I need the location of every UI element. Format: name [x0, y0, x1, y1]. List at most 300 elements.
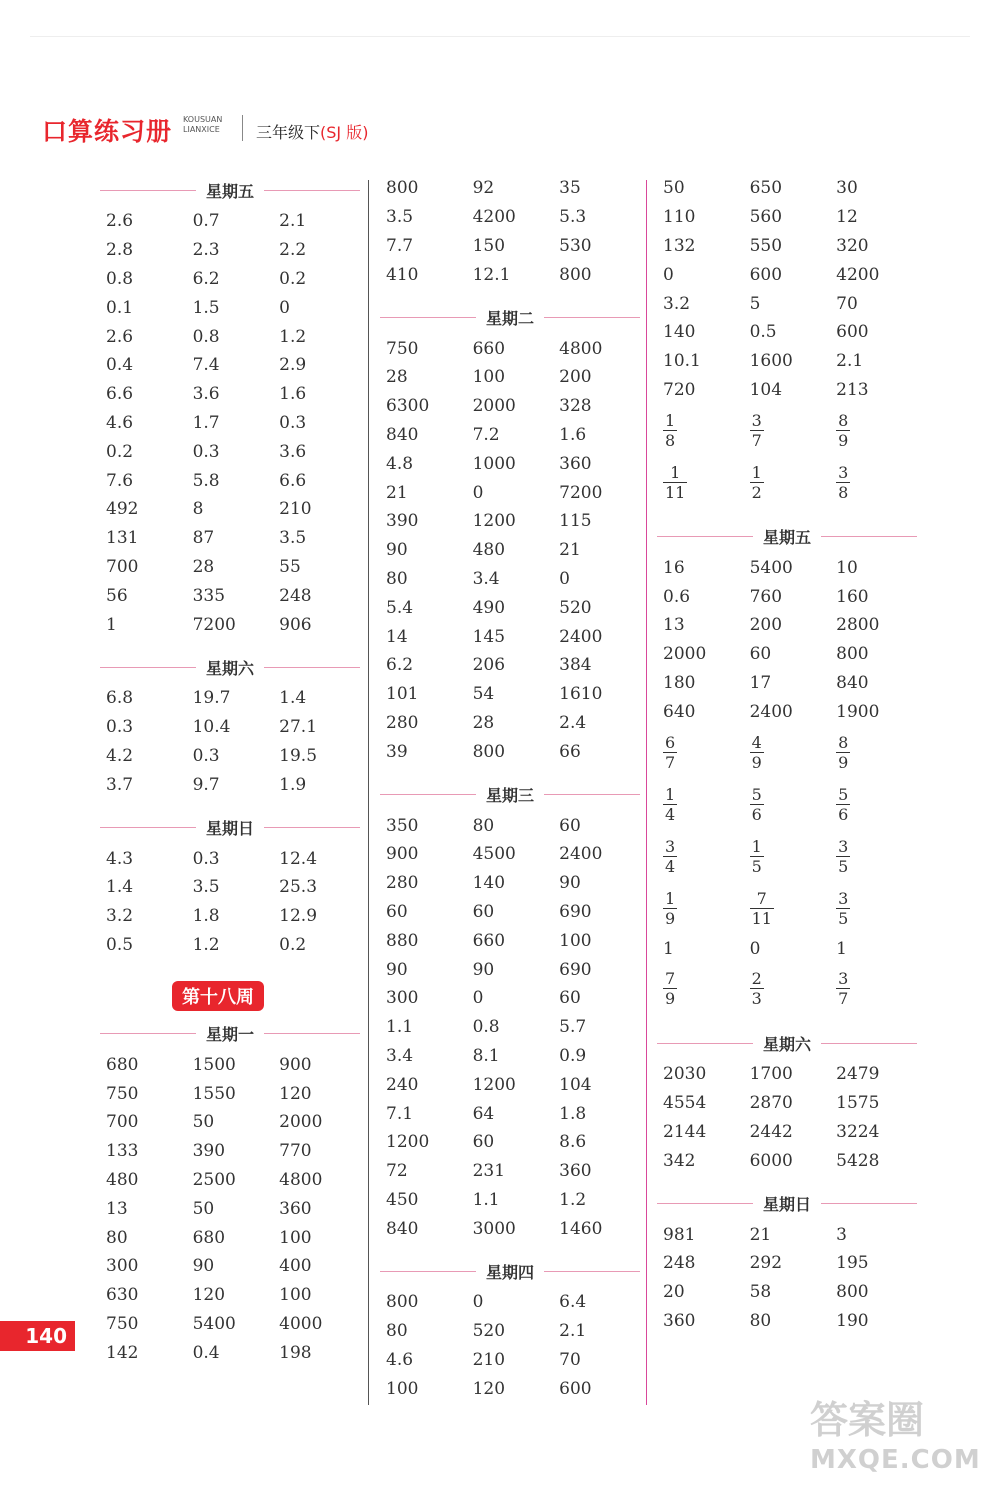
answer-cell	[830, 733, 917, 772]
day-section	[100, 651, 360, 799]
answer-row	[100, 1281, 360, 1310]
answer-cell: 900	[279, 1054, 312, 1075]
answer-cell: 0	[663, 264, 674, 285]
answer-row	[100, 742, 360, 771]
header-rule-left	[657, 1203, 753, 1204]
answer-cell: 90	[386, 540, 408, 561]
answer-cell: 100	[279, 1227, 312, 1248]
answer-cell: 100	[386, 1378, 419, 1399]
answer-cell: 4554	[663, 1093, 707, 1114]
answer-cell: 12.1	[472, 264, 511, 285]
answer-cell: 80	[386, 1321, 408, 1342]
answer-row	[100, 322, 360, 351]
answer-row	[657, 963, 917, 1015]
answer-row	[380, 737, 640, 766]
answer-row	[657, 611, 917, 640]
answer-cell: 100	[472, 367, 506, 388]
answer-cell: 3.4	[472, 568, 500, 589]
answer-cell: 0.4	[192, 1342, 220, 1363]
header-rule-right	[821, 1203, 917, 1204]
answer-cell	[830, 969, 917, 1008]
answer-row	[380, 709, 640, 738]
answer-row	[100, 236, 360, 265]
fraction	[836, 889, 850, 928]
answer-cell: 0.9	[559, 1045, 587, 1066]
answer-row	[100, 437, 360, 466]
answer-cell: 6.8	[106, 688, 134, 709]
fraction-denominator: 8	[838, 482, 849, 502]
answer-row	[100, 931, 360, 960]
answer-cell: 8.6	[559, 1132, 587, 1153]
answer-cell: 360	[559, 1161, 592, 1182]
answer-column-1	[100, 174, 360, 1367]
answer-cell	[830, 837, 917, 876]
answer-row	[100, 380, 360, 409]
answer-cell: 800	[386, 178, 419, 199]
answer-cell: 80	[106, 1227, 128, 1248]
answer-cell: 410	[386, 264, 419, 285]
answer-cell: 360	[663, 1310, 696, 1331]
answer-cell	[744, 889, 831, 928]
answer-cell: 1.2	[559, 1189, 587, 1210]
header-rule-left	[380, 794, 476, 795]
answer-cell: 760	[749, 586, 783, 607]
answer-cell: 3224	[836, 1121, 880, 1142]
answer-cell: 19.7	[192, 688, 231, 709]
day-section	[100, 811, 360, 959]
answer-cell: 39	[386, 741, 408, 762]
answer-cell: 0	[472, 988, 484, 1009]
watermark-url: MXQE.COM	[810, 1445, 981, 1475]
answer-row	[380, 1288, 640, 1317]
day-section	[657, 1027, 917, 1175]
answer-row	[100, 1310, 360, 1339]
answer-cell: 490	[472, 597, 506, 618]
fraction-denominator: 5	[751, 856, 762, 876]
answer-row	[100, 770, 360, 799]
answer-cell: 5428	[836, 1150, 880, 1171]
day-section	[657, 520, 917, 1015]
answer-row	[100, 1050, 360, 1079]
answer-row	[100, 265, 360, 294]
answer-cell: 840	[836, 672, 869, 693]
answer-cell: 7.4	[192, 355, 220, 376]
answer-cell	[657, 785, 744, 824]
answer-row	[100, 293, 360, 322]
answer-cell: 0.2	[106, 441, 134, 462]
day-title: 星期六	[206, 658, 255, 678]
answer-cell: 132	[663, 235, 696, 256]
answer-row	[657, 934, 917, 963]
fraction-denominator: 5	[838, 856, 849, 876]
answer-cell: 530	[559, 235, 592, 256]
answer-cell: 248	[279, 585, 312, 606]
section-gap	[380, 766, 640, 778]
answer-row	[380, 478, 640, 507]
answer-cell: 3.6	[192, 384, 220, 405]
answer-cell: 650	[749, 178, 783, 199]
answer-cell: 28	[386, 367, 408, 388]
fraction	[836, 837, 850, 876]
answer-cell: 2.4	[559, 712, 587, 733]
answer-row	[657, 318, 917, 347]
answer-cell: 140	[663, 322, 696, 343]
answer-row	[380, 565, 640, 594]
answer-row	[380, 174, 640, 203]
answer-cell: 16	[663, 557, 685, 578]
answer-row	[380, 840, 640, 869]
answer-cell: 2.3	[192, 240, 220, 261]
answer-row	[380, 449, 640, 478]
answer-cell: 92	[472, 178, 495, 199]
header-rule-right	[264, 667, 360, 668]
book-title: 口算练习册	[42, 117, 173, 146]
answer-cell: 7.6	[106, 470, 134, 491]
answer-row	[657, 582, 917, 611]
answer-row	[380, 1128, 640, 1157]
answer-row	[657, 1146, 917, 1175]
fraction	[836, 463, 850, 502]
answer-cell: 1550	[192, 1083, 236, 1104]
day-header	[657, 520, 917, 553]
fraction-numerator: 3	[665, 836, 676, 856]
answer-row	[380, 811, 640, 840]
fraction-numerator: 2	[751, 969, 762, 989]
answer-row	[380, 869, 640, 898]
header-rule-left	[100, 1033, 196, 1034]
answer-cell: 450	[386, 1189, 419, 1210]
fraction	[750, 411, 764, 450]
day-section	[100, 1017, 360, 1367]
answer-cell: 28	[192, 556, 215, 577]
answer-cell: 292	[749, 1253, 783, 1274]
fraction-denominator: 9	[665, 989, 676, 1009]
answer-cell: 10	[836, 557, 858, 578]
answer-cell: 3.5	[279, 528, 307, 549]
answer-cell: 140	[472, 873, 506, 894]
answer-cell: 0	[749, 938, 761, 959]
answer-cell: 630	[106, 1285, 139, 1306]
answer-cell	[744, 837, 831, 876]
answer-cell: 55	[279, 556, 301, 577]
answer-cell: 60	[559, 815, 581, 836]
header-rule-right	[544, 794, 640, 795]
answer-row	[380, 1042, 640, 1071]
answer-cell: 1460	[559, 1218, 603, 1239]
answer-cell	[657, 889, 744, 928]
answer-cell: 1900	[836, 701, 880, 722]
section-gap	[380, 1243, 640, 1255]
watermark-text: 答案圈	[810, 1398, 925, 1442]
answer-cell: 58	[749, 1282, 772, 1303]
answer-cell: 0	[472, 482, 484, 503]
fraction	[663, 733, 677, 772]
answer-row	[657, 640, 917, 669]
fraction-denominator: 8	[665, 430, 676, 450]
answer-row	[100, 713, 360, 742]
answer-cell: 660	[472, 338, 506, 359]
fraction	[663, 411, 677, 450]
answer-cell: 160	[836, 586, 869, 607]
fraction	[750, 463, 764, 502]
fraction-denominator: 11	[751, 908, 772, 928]
answer-row	[380, 1317, 640, 1346]
answer-cell: 5400	[749, 557, 793, 578]
answer-column-2	[380, 174, 640, 1403]
answer-cell: 50	[192, 1112, 215, 1133]
answer-cell: 800	[836, 644, 869, 665]
header-rule-left	[657, 536, 753, 537]
fraction-numerator: 5	[751, 784, 762, 804]
fraction-numerator: 1	[751, 462, 762, 482]
fraction-numerator: 3	[838, 462, 849, 482]
answer-cell: 66	[559, 741, 581, 762]
answer-row	[100, 684, 360, 713]
fraction-denominator: 4	[665, 804, 676, 824]
answer-row	[100, 409, 360, 438]
answer-cell: 27.1	[279, 717, 318, 738]
header-rule-right	[264, 1033, 360, 1034]
header-rule-left	[100, 190, 196, 191]
fraction-numerator: 3	[751, 410, 762, 430]
fraction	[836, 785, 850, 824]
answer-cell: 70	[559, 1350, 581, 1371]
answer-cell: 1.4	[106, 877, 134, 898]
day-title: 星期日	[206, 819, 255, 839]
answer-cell: 2.1	[836, 351, 864, 372]
answer-cell: 210	[472, 1350, 506, 1371]
answer-cell: 200	[559, 367, 592, 388]
day-title: 星期六	[763, 1034, 812, 1054]
answer-row	[657, 726, 917, 778]
answer-cell: 131	[106, 528, 139, 549]
pinyin-bottom: LIANXICE	[183, 125, 220, 134]
answer-cell: 25.3	[279, 877, 318, 898]
answer-row	[380, 1099, 640, 1128]
answer-cell: 2400	[559, 626, 603, 647]
answer-cell: 240	[386, 1074, 419, 1095]
section-gap	[100, 639, 360, 651]
answer-cell: 0	[279, 297, 290, 318]
answer-cell: 12.9	[279, 906, 318, 927]
answer-cell: 14	[386, 626, 408, 647]
answer-cell: 0.7	[192, 211, 220, 232]
answer-cell: 0.2	[279, 934, 307, 955]
answer-cell: 400	[279, 1256, 312, 1277]
answer-cell: 800	[386, 1292, 419, 1313]
answer-cell	[830, 411, 917, 450]
answer-cell: 145	[472, 626, 506, 647]
answer-cell: 0.8	[192, 326, 220, 347]
fraction-denominator: 11	[665, 482, 686, 502]
answer-cell: 213	[836, 379, 869, 400]
answer-cell: 195	[836, 1253, 869, 1274]
answer-row	[380, 593, 640, 622]
pinyin-top: KOUSUAN	[183, 115, 223, 124]
answer-cell: 4800	[559, 338, 603, 359]
answer-cell: 2000	[279, 1112, 323, 1133]
answer-cell: 60	[559, 988, 581, 1009]
answer-cell: 180	[663, 672, 696, 693]
answer-cell: 7.1	[386, 1103, 414, 1124]
answer-cell: 4.8	[386, 453, 414, 474]
week-badge: 第十八周	[172, 981, 264, 1011]
answer-cell: 13	[663, 615, 685, 636]
answer-cell: 248	[663, 1253, 696, 1274]
answer-cell: 0.1	[106, 297, 134, 318]
answer-cell: 4200	[472, 207, 516, 228]
answer-cell: 104	[559, 1074, 592, 1095]
answer-cell: 0.3	[192, 848, 220, 869]
answer-cell: 600	[836, 322, 869, 343]
answer-cell: 64	[472, 1103, 495, 1124]
answer-cell	[657, 837, 744, 876]
answer-cell: 133	[106, 1141, 139, 1162]
fraction	[663, 463, 687, 502]
fraction-denominator: 3	[751, 989, 762, 1009]
answer-cell: 560	[749, 207, 783, 228]
answer-row	[657, 174, 917, 203]
answer-row	[657, 456, 917, 508]
answer-cell: 8	[192, 499, 204, 520]
answer-cell: 2479	[836, 1064, 880, 1085]
answer-row	[100, 1338, 360, 1367]
answer-cell: 10.4	[192, 717, 231, 738]
answer-cell: 100	[559, 930, 592, 951]
answer-cell: 1	[836, 938, 847, 959]
fraction-denominator: 9	[838, 752, 849, 772]
day-header	[100, 651, 360, 684]
answer-cell: 1575	[836, 1093, 880, 1114]
answer-cell: 1.5	[192, 297, 220, 318]
fraction-numerator: 8	[838, 410, 849, 430]
answer-cell: 70	[836, 293, 858, 314]
answer-cell: 12	[836, 207, 858, 228]
answer-row	[380, 898, 640, 927]
fraction-numerator: 7	[665, 969, 676, 989]
fraction	[750, 785, 764, 824]
answer-cell: 6.6	[279, 470, 307, 491]
answer-cell: 1	[663, 938, 674, 959]
answer-cell: 280	[386, 712, 419, 733]
answer-column-3	[657, 174, 917, 1335]
day-header	[100, 811, 360, 844]
fraction	[663, 785, 677, 824]
answer-cell: 21	[559, 540, 581, 561]
fraction-denominator: 9	[665, 908, 676, 928]
day-header	[657, 1187, 917, 1220]
answer-cell: 2.2	[279, 240, 307, 261]
answer-cell: 3.4	[386, 1045, 414, 1066]
answer-cell: 390	[192, 1141, 226, 1162]
answer-cell: 770	[279, 1141, 312, 1162]
answer-row	[380, 392, 640, 421]
answer-cell: 520	[559, 597, 592, 618]
answer-row	[380, 1186, 640, 1215]
page-number: 140	[0, 1321, 75, 1351]
answer-cell: 2000	[663, 644, 707, 665]
day-section	[380, 1255, 640, 1403]
fraction-denominator: 6	[751, 804, 762, 824]
fraction-numerator: 3	[838, 969, 849, 989]
answer-cell: 60	[472, 1132, 495, 1153]
book-title-pinyin	[183, 115, 222, 135]
answer-row	[380, 1157, 640, 1186]
answer-cell: 0	[559, 568, 570, 589]
answer-cell: 80	[386, 568, 408, 589]
fraction-numerator: 1	[665, 784, 676, 804]
answer-row	[657, 697, 917, 726]
answer-cell: 335	[192, 585, 226, 606]
answer-cell: 880	[386, 930, 419, 951]
answer-row	[100, 581, 360, 610]
watermark	[810, 1400, 981, 1480]
answer-cell	[657, 411, 744, 450]
answer-row	[657, 778, 917, 830]
answer-row	[100, 844, 360, 873]
answer-cell: 0.5	[106, 934, 134, 955]
answer-cell: 0.2	[279, 268, 307, 289]
answer-cell: 750	[386, 338, 419, 359]
answer-cell: 21	[386, 482, 408, 503]
answer-row	[380, 421, 640, 450]
answer-cell: 2400	[559, 844, 603, 865]
answer-row	[657, 289, 917, 318]
fraction	[750, 733, 764, 772]
fraction	[836, 411, 850, 450]
answer-cell: 1.1	[472, 1189, 500, 1210]
answer-row	[380, 1346, 640, 1375]
answer-cell: 28	[472, 712, 495, 733]
fraction-denominator: 5	[838, 908, 849, 928]
answer-row	[100, 495, 360, 524]
day-title: 星期一	[206, 1025, 255, 1045]
answer-cell: 280	[386, 873, 419, 894]
answer-cell: 10.1	[663, 351, 701, 372]
answer-cell: 9.7	[192, 774, 220, 795]
day-header	[657, 1027, 917, 1060]
answer-cell: 700	[106, 556, 139, 577]
answer-cell	[744, 733, 831, 772]
answer-cell: 1500	[192, 1054, 236, 1075]
answer-cell: 0.8	[106, 268, 134, 289]
answer-cell: 3	[836, 1224, 847, 1245]
answer-cell: 2.6	[106, 326, 134, 347]
answer-row	[380, 363, 640, 392]
answer-cell: 21	[749, 1224, 772, 1245]
answer-cell: 60	[749, 644, 772, 665]
answer-cell: 5.7	[559, 1017, 587, 1038]
answer-cell: 480	[106, 1169, 139, 1190]
answer-cell: 90	[386, 959, 408, 980]
header-rule-right	[264, 827, 360, 828]
answer-cell: 2800	[836, 615, 880, 636]
answer-cell: 720	[663, 379, 696, 400]
answer-cell	[830, 463, 917, 502]
answer-row	[380, 536, 640, 565]
fraction-numerator: 7	[756, 888, 767, 908]
answer-cell: 1200	[472, 1074, 516, 1095]
answer-cell: 120	[192, 1285, 226, 1306]
answer-cell: 101	[386, 684, 419, 705]
answer-row	[100, 1079, 360, 1108]
answer-row	[657, 882, 917, 934]
answer-cell: 72	[386, 1161, 408, 1182]
fraction-denominator: 4	[665, 856, 676, 876]
answer-cell: 320	[836, 235, 869, 256]
answer-cell: 120	[472, 1378, 506, 1399]
answer-row	[380, 651, 640, 680]
